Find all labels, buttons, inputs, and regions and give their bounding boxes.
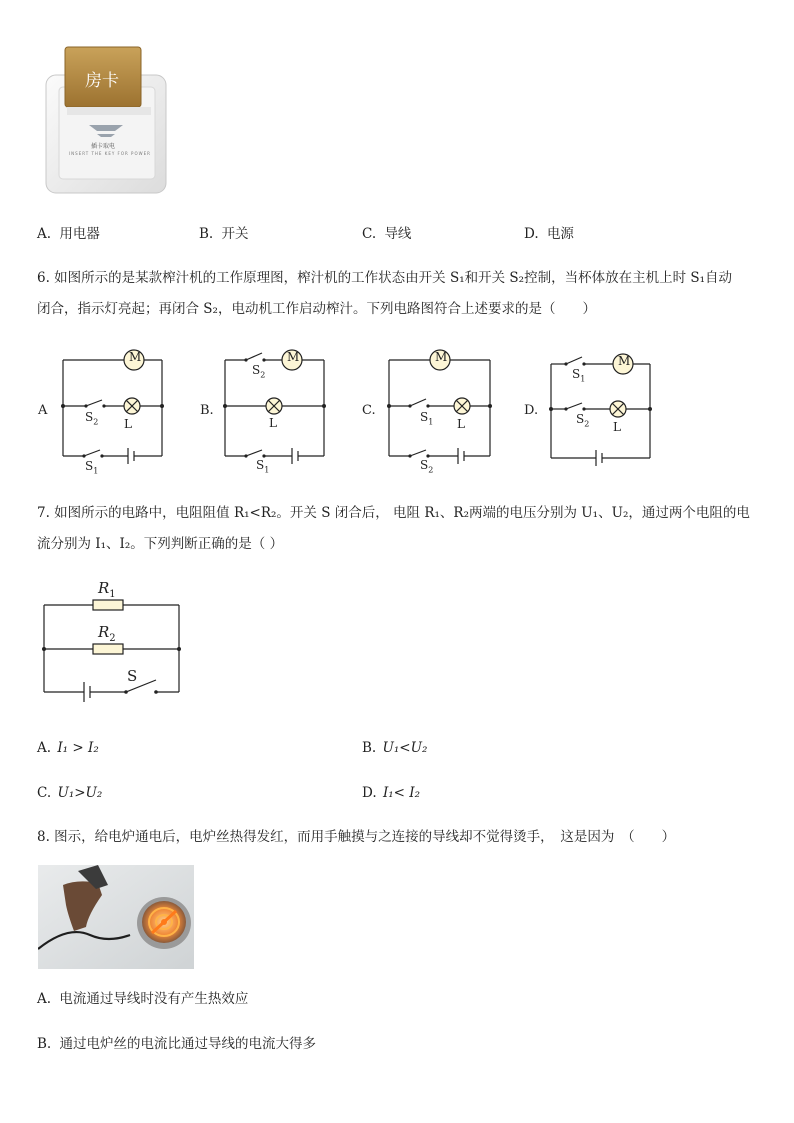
option-text: 电流通过导线时没有产生热效应 [59, 991, 249, 1007]
switch-label-top: $S_1$ [420, 410, 434, 427]
switch-label-top: $S_2$ [85, 410, 99, 427]
option-text: 开关 [221, 226, 249, 242]
lamp-label: L [269, 416, 277, 430]
r1-label: $R_1$ [98, 579, 116, 600]
option-text: I₁ > I₂ [57, 740, 99, 756]
q8-option-b[interactable] [37, 1035, 316, 1053]
switch-label-top: $S_1$ [572, 367, 586, 384]
switch-label-bottom: $S_2$ [420, 458, 434, 475]
panel-text-cn: 插卡取电 [91, 143, 116, 150]
circuit-letter: A [38, 403, 48, 418]
q7-option-a[interactable] [37, 739, 99, 757]
q8-option-a[interactable] [37, 990, 248, 1008]
option-letter: A. [37, 740, 52, 756]
q6-circuit-a[interactable] [36, 348, 176, 477]
lamp-label: L [613, 420, 621, 434]
switch-label-bottom: $S_1$ [85, 459, 99, 476]
circuit-letter: D. [524, 403, 539, 418]
lamp-label: L [124, 417, 132, 431]
q6-circuit-c[interactable] [360, 346, 500, 477]
q8-stem-line-1: 8. 图示，给电炉通电后，电炉丝热得发红，而用手触摸与之连接的导线却不觉得烫手， 这是因为 （ ） [37, 829, 676, 845]
circuit-letter: C. [362, 403, 376, 418]
q5-option-c[interactable] [362, 225, 411, 243]
option-letter: A. [37, 991, 52, 1007]
motor-label: M [618, 354, 631, 368]
option-letter: B. [37, 1036, 52, 1052]
option-text: 通过电炉丝的电流比通过导线的电流大得多 [59, 1036, 317, 1052]
r2-label: $R_2$ [98, 623, 116, 644]
q7-option-d[interactable] [362, 784, 420, 802]
room-card-image [45, 45, 167, 195]
option-text: 用电器 [59, 226, 100, 242]
lamp-label: L [457, 417, 465, 431]
q6-circuit-d[interactable] [522, 350, 662, 476]
option-text: 电源 [546, 226, 574, 242]
option-letter: A. [37, 226, 52, 242]
option-text: 导线 [384, 226, 412, 242]
q7-stem-line-1: 7. 如图所示的电路中，电阻阻值 R₁<R₂。开关 S 闭合后， 电阻 R₁、R₂两端的电压分别为 U₁、U₂，通过两个电阻的电 [37, 505, 750, 521]
option-letter: B. [199, 226, 214, 242]
q6-circuit-b[interactable] [198, 346, 338, 477]
electric-stove-photo [38, 865, 194, 973]
q7-option-b[interactable] [362, 739, 427, 757]
motor-label: M [287, 350, 300, 364]
q5-option-a[interactable] [37, 225, 100, 243]
panel-text-en: INSERT THE KEY FOR POWER [69, 151, 151, 156]
switch-label-bottom: $S_2$ [576, 412, 590, 429]
q7-circuit [38, 576, 188, 715]
switch-label-top: $S_2$ [252, 363, 266, 380]
q5-option-d[interactable] [524, 225, 574, 243]
q5-option-b[interactable] [199, 225, 249, 243]
switch-label: S [127, 667, 138, 685]
card-label: 房卡 [85, 71, 119, 91]
option-text: U₁<U₂ [382, 740, 428, 756]
option-letter: D. [524, 226, 539, 242]
q6-stem-line-2: 闭合，指示灯亮起；再闭合 S₂，电动机工作启动榨汁。下列电路图符合上述要求的是（ ） [37, 301, 596, 317]
option-text: U₁>U₂ [57, 785, 103, 801]
circuit-letter: B. [200, 403, 214, 418]
option-letter: B. [362, 740, 377, 756]
option-letter: D. [362, 785, 377, 801]
switch-label-bottom: $S_1$ [256, 458, 270, 475]
q7-option-c[interactable] [37, 784, 102, 802]
option-letter: C. [362, 226, 377, 242]
option-letter: C. [37, 785, 52, 801]
q6-stem-line-1: 6. 如图所示的是某款榨汁机的工作原理图，榨汁机的工作状态由开关 S₁和开关 S₂控制，当杯体放在主机上时 S₁自动 [37, 270, 733, 286]
q7-stem-line-2: 流分别为 I₁、I₂。下列判断正确的是（ ） [37, 536, 284, 552]
motor-label: M [129, 350, 142, 364]
motor-label: M [435, 350, 448, 364]
option-text: I₁< I₂ [382, 785, 421, 801]
